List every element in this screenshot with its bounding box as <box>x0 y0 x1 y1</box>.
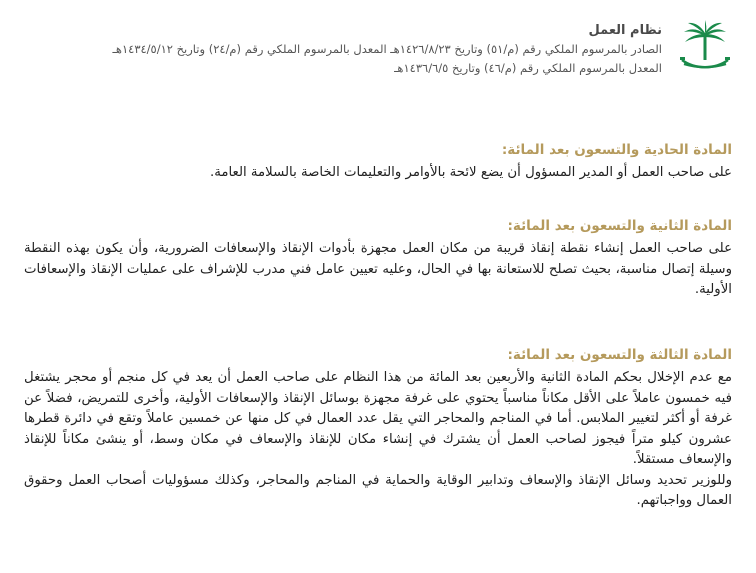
decree-line-1: الصادر بالمرسوم الملكي رقم (م/٥١) وتاريخ ١٤٢٦/٨/٢٣هـ المعدل بالمرسوم الملكي رقم (م/٢٤) وتاريخ ١٤٣٤/٥/١٢هـ <box>112 42 662 56</box>
article-192 <box>24 216 732 301</box>
article-title: المادة الثالثة والتسعون بعد المائة: <box>507 347 732 363</box>
header-text <box>62 22 662 78</box>
article-title: المادة الحادية والتسعون بعد المائة: <box>501 142 732 158</box>
article-193 <box>24 345 732 512</box>
article-title: المادة الثانية والتسعون بعد المائة: <box>507 218 732 234</box>
article-paragraph: وللوزير تحديد وسائل الإنقاذ والإسعاف وتدابير الوقاية والحماية في المناجم والمحاجر، وكذلك مسؤوليات أصحاب العمل وحقوق العمال وواجباتهم. <box>24 472 732 508</box>
article-paragraph: على صاحب العمل أو المدير المسؤول أن يضع لائحة بالأوامر والتعليمات الخاصة بالسلامة العامة. <box>210 165 732 180</box>
article-paragraph: مع عدم الإخلال بحكم المادة الثانية والأربعين بعد المائة من هذا النظام على صاحب العمل أن يعد في كل منجم أو محجر يشتغل فيه خمسون عاملاً على الأقل مكاناً مناسباً يحتوي على غرفة مجهزة بوسائل الإنقاذ والإسعافات الأولية، وأخرى للتمريض، فضلاً عن غرفة أو أكثر لتغيير الملابس. أما في المناجم والمحاجر التي يقل عدد العمال في كل منها عن خمسين عاملاً وتقع في دائرة قطرها عشرون كيلو متراً فيجوز لصاحب العمل أن يشترك في إنشاء مكان للإنقاذ والإسعاف في مكان وسط، أو ينشئ مكاناً للإنقاذ والإسعاف مستقلاً. <box>24 370 732 467</box>
document-header <box>22 18 734 90</box>
article-191 <box>24 140 732 184</box>
decree-line-2: المعدل بالمرسوم الملكي رقم (م/٤٦) وتاريخ ١٤٣٦/٦/٥هـ <box>394 61 662 75</box>
article-paragraph: على صاحب العمل إنشاء نقطة إنقاذ قريبة من مكان العمل مجهزة بأدوات الإنقاذ والإسعافات الضرورية، وأن يكون بهذه النقطة وسيلة إتصال مناسبة، بحيث تصلح للاستعانة بها في الحال، وعليه تعيين عامل فني مدرب للإشراف على عمليات الإنقاذ والإسعافات الأولية. <box>24 241 732 297</box>
law-title: نظام العمل <box>588 23 662 38</box>
palm-and-swords-emblem-icon <box>676 20 734 82</box>
